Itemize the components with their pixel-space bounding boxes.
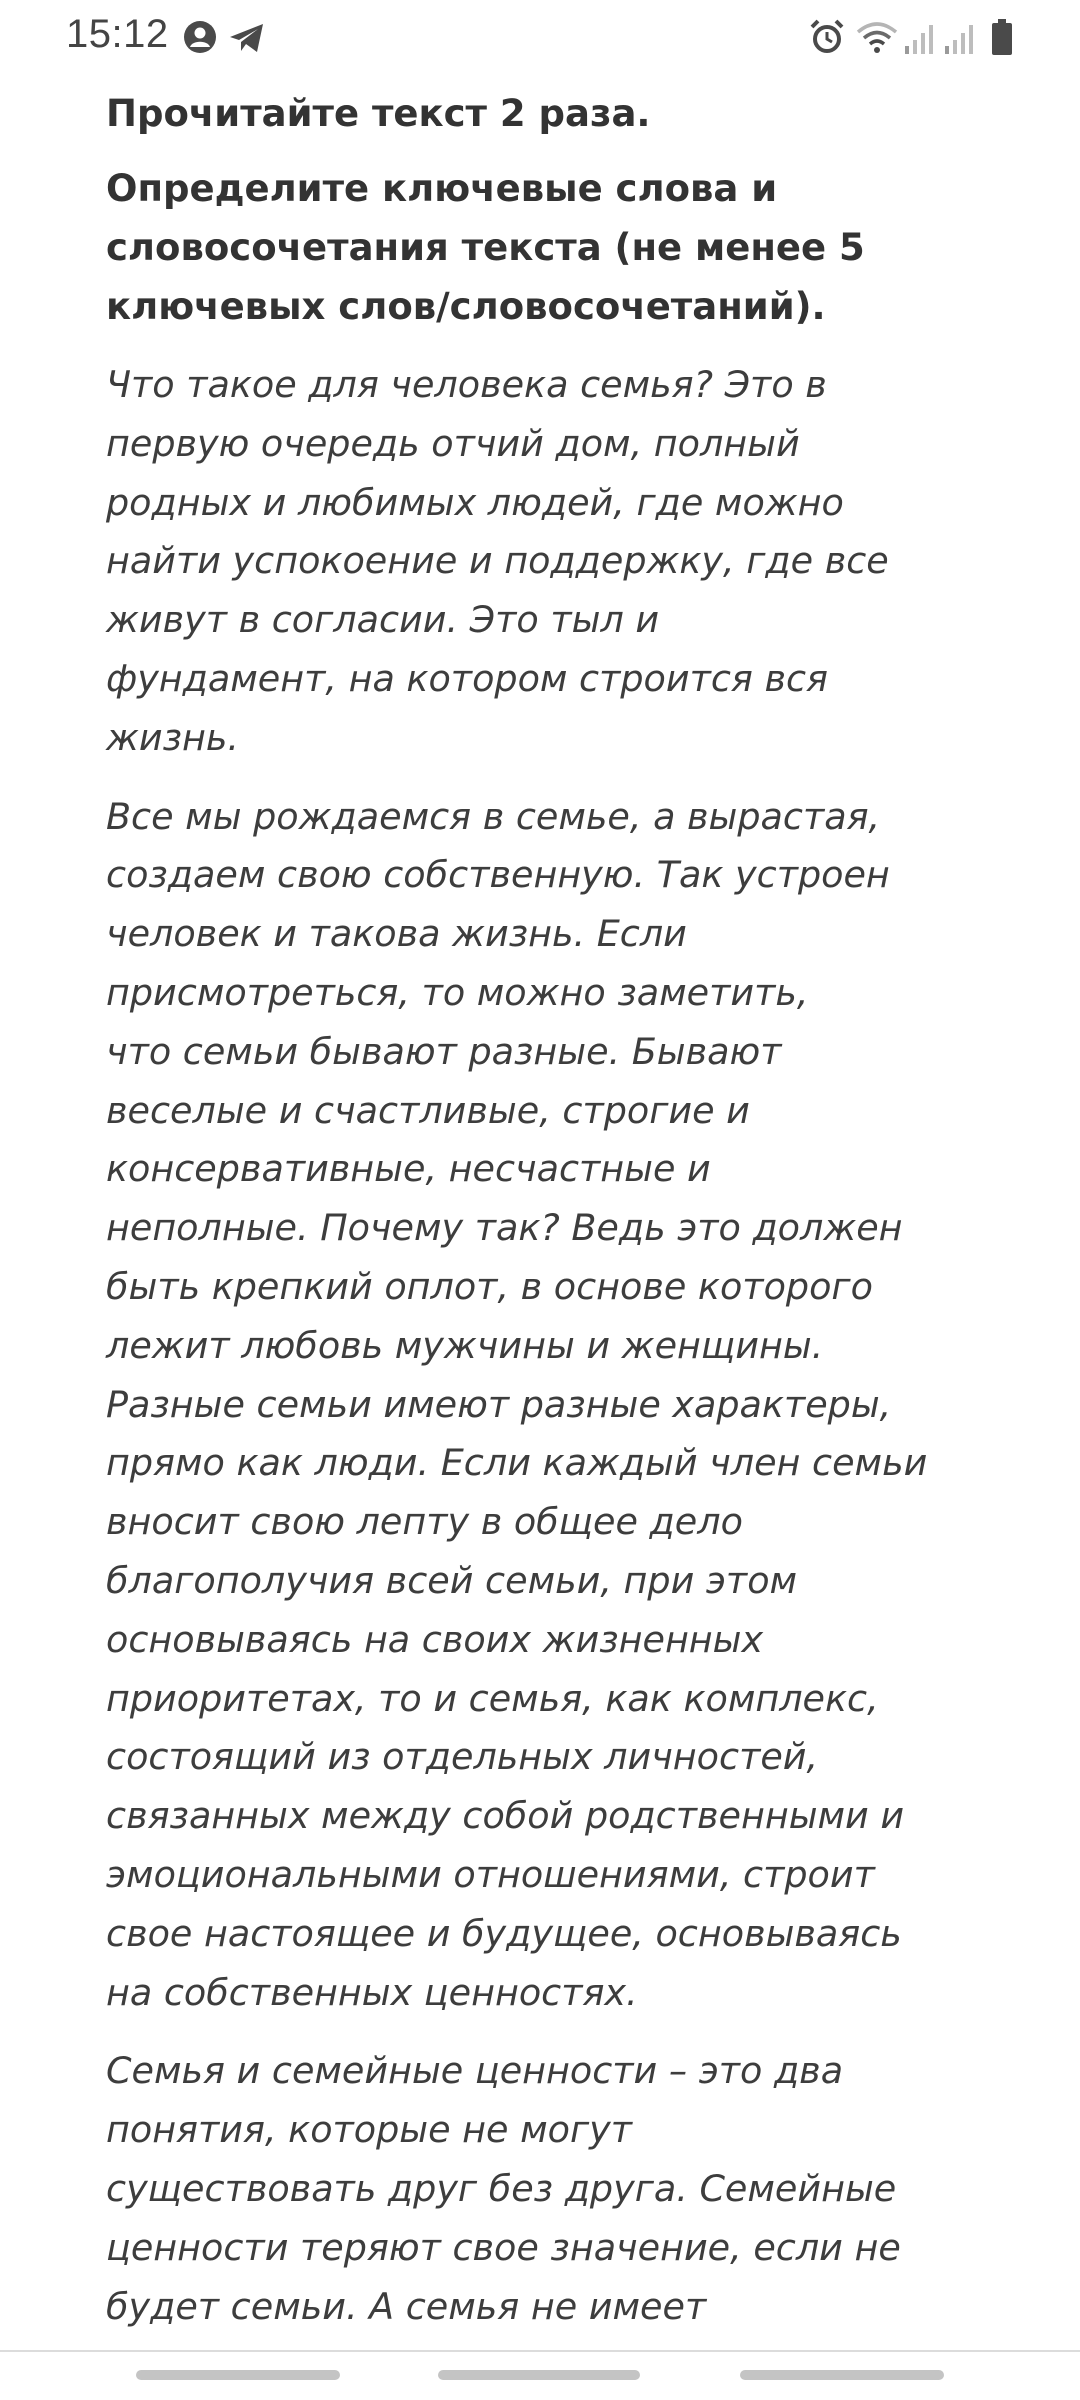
divider [0, 2350, 1080, 2352]
task-heading-read: Прочитайте текст 2 раза. [106, 92, 651, 135]
nav-indicator-center[interactable] [438, 2370, 640, 2380]
text-line: Все мы рождаемся в семье, а вырастая, [106, 794, 881, 838]
text-line: прямо как люди. Если каждый член семьи [106, 1441, 928, 1485]
text-line: найти успокоение и поддержку, где все [106, 539, 889, 583]
text-line: на собственных ценностях. [106, 1970, 638, 2014]
status-bar [0, 0, 1080, 78]
nav-indicator-left[interactable] [136, 2370, 340, 2380]
text-line: создаем свою собственную. Так устроен [106, 853, 890, 897]
status-time: 15:12 [66, 12, 169, 56]
account-circle-icon [183, 20, 217, 58]
text-paragraph-3 [106, 2042, 986, 2336]
text-line: ценности теряют свое значение, если не [106, 2225, 901, 2269]
heading-line: словосочетания текста (не менее 5 [106, 226, 865, 269]
text-line: неполные. Почему так? Ведь это должен [106, 1206, 903, 1250]
text-line: лежит любовь мужчины и женщины. [106, 1323, 824, 1367]
text-line: живут в согласии. Это тыл и [106, 598, 660, 642]
text-line: свое настоящее и будущее, основываясь [106, 1911, 902, 1955]
text-line: состоящий из отдельных личностей, [106, 1735, 819, 1779]
task-heading-keywords [106, 159, 986, 336]
telegram-icon [228, 21, 266, 59]
heading-line: Определите ключевые слова и [106, 167, 778, 210]
text-line: фундамент, на котором строится вся [106, 656, 829, 700]
text-line: первую очередь отчий дом, полный [106, 421, 800, 465]
text-line: основываясь на своих жизненных [106, 1617, 764, 1661]
text-line: родных и любимых людей, где можно [106, 480, 844, 524]
text-line: консервативные, несчастные и [106, 1147, 711, 1191]
text-line: существовать друг без друга. Семейные [106, 2166, 897, 2210]
heading-line: ключевых слов/словосочетаний). [106, 285, 826, 328]
text-line: Разные семьи имеют разные характеры, [106, 1382, 892, 1426]
battery-icon [990, 18, 1014, 60]
text-line: человек и такова жизнь. Если [106, 912, 687, 956]
text-line: будет семьи. А семья не имеет [106, 2284, 707, 2328]
nav-indicator-right[interactable] [740, 2370, 944, 2380]
text-line: присмотреться, то можно заметить, [106, 970, 809, 1014]
alarm-icon [808, 18, 846, 60]
text-line: вносит свою лепту в общее дело [106, 1500, 743, 1544]
text-line: связанных между собой родственными и [106, 1794, 905, 1838]
text-line: что семьи бывают разные. Бывают [106, 1029, 782, 1073]
text-line: веселые и счастливые, строгие и [106, 1088, 750, 1132]
text-paragraph-1 [106, 356, 986, 768]
signal-icon [943, 22, 977, 58]
text-line: эмоциональными отношениями, строит [106, 1852, 875, 1896]
text-line: быть крепкий оплот, в основе которого [106, 1264, 873, 1308]
text-line: жизнь. [106, 715, 239, 759]
wifi-icon [856, 20, 898, 58]
task-content [106, 78, 986, 2336]
text-line: приоритетах, то и семья, как комплекс, [106, 1676, 879, 1720]
text-paragraph-2 [106, 788, 986, 2023]
text-line: понятия, которые не могут [106, 2108, 633, 2152]
text-line: Что такое для человека семья? Это в [106, 363, 827, 406]
signal-icon [903, 22, 937, 58]
text-line: Семья и семейные ценности – это два [106, 2049, 844, 2093]
text-line: благополучия всей семьи, при этом [106, 1558, 798, 1602]
